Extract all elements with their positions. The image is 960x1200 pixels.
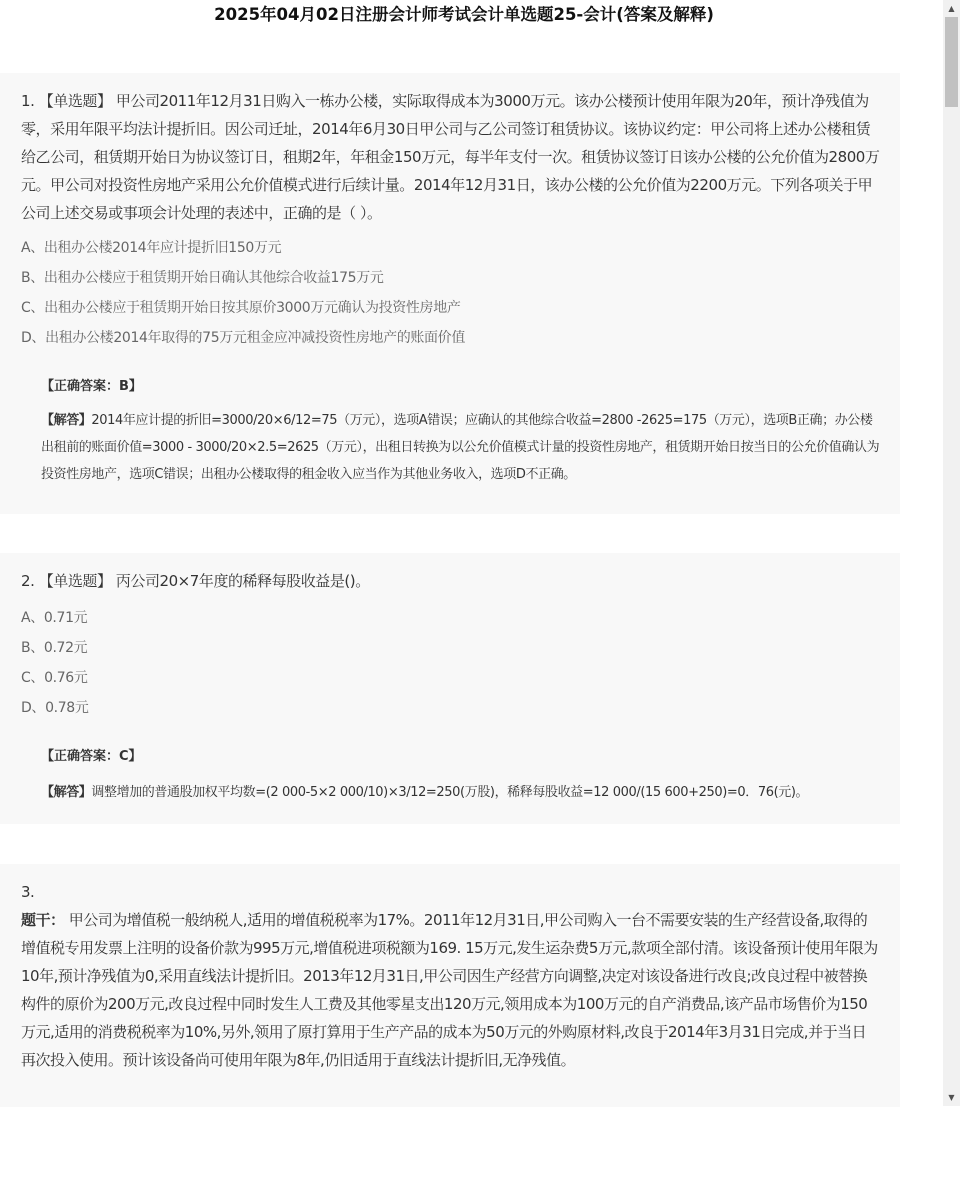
question-number: 1. (21, 92, 35, 110)
question-card-2 (0, 553, 900, 824)
option-d[interactable]: D、出租办公楼2014年取得的75万元租金应冲减投资性房地产的账面价值 (21, 330, 465, 346)
page-title: 2025年04月02日注册会计师考试会计单选题25-会计(答案及解释) (214, 5, 714, 24)
question-text: 甲公司2011年12月31日购入一栋办公楼，实际取得成本为3000万元。该办公楼预计使用年限为20年，预计净残值为零，采用年限平均法计提折旧。因公司迁址，2014年6月30日甲公司与乙公司签订租赁协议。该协议约定：甲公司将上述办公楼租赁给乙公司，租赁期开始日为协议签订日，租期2年，年租金150万元，每半年支付一次。租赁协议签订日该办公楼的公允价值为2800万元。甲公司对投资性房地产采用公允价值模式进行后续计量。2014年12月31日，该办公楼的公允价值为2200万元。下列各项关于甲公司上述交易或事项会计处理的表述中，正确的是（ ）。 (21, 92, 880, 222)
question-stem (21, 906, 880, 1074)
option-b[interactable]: B、出租办公楼应于租赁期开始日确认其他综合收益175万元 (21, 270, 384, 286)
option-c[interactable]: C、0.76元 (21, 670, 88, 686)
question-number: 3. (21, 883, 35, 901)
scroll-up-icon[interactable]: ▲ (948, 4, 955, 13)
correct-answer: 【正确答案：B】 (41, 379, 142, 394)
option-a[interactable]: A、0.71元 (21, 610, 88, 626)
question-card-1 (0, 73, 900, 514)
option-d[interactable]: D、0.78元 (21, 700, 89, 716)
question-card-3 (0, 864, 900, 1107)
vertical-scrollbar[interactable] (943, 0, 960, 1106)
question-stem (21, 87, 880, 227)
question-number: 2. (21, 572, 35, 590)
question-type-label: 【单选题】 (38, 572, 112, 590)
explanation-text: 调整增加的普通股加权平均数=(2 000-5×2 000/10)×3/12=250(万股)，稀释每股收益=12 000/(15 600+250)=0．76(元)。 (91, 785, 809, 800)
question-stem (21, 567, 880, 595)
explanation-label: 【解答】 (41, 413, 92, 428)
explanation (41, 407, 880, 488)
option-c[interactable]: C、出租办公楼应于租赁期开始日按其原价3000万元确认为投资性房地产 (21, 300, 461, 316)
stem-label: 题干： (21, 911, 65, 929)
scrollbar-thumb[interactable] (945, 17, 958, 107)
question-text: 甲公司为增值税一般纳税人,适用的增值税税率为17%。2011年12月31日,甲公司购入一台不需要安装的生产经营设备,取得的增值税专用发票上注明的设备价款为995万元,增值税进项税额为169. 15万元,发生运杂费5万元,款项全部付清。该设备预计使用年限为10年,预计净残值为0,采用直线法计提折旧。2013年12月31日,甲公司因生产经营方向调整,决定对该设备进行改良;改良过程中被替换构件的原价为200万元,改良过程中同时发生人工费及其他零星支出120万元,领用成本为100万元的自产消费品,该产品市场售价为150万元,适用的消费税税率为10%,另外,领用了原打算用于生产产品的成本为50万元的外购原材料,改良于2014年3月31日完成,并于当日再次投入使用。预计该设备尚可使用年限为8年,仍旧适用于直线法计提折旧,无净残值。 (21, 911, 878, 1069)
option-a[interactable]: A、出租办公楼2014年应计提折旧150万元 (21, 240, 282, 256)
question-type-label: 【单选题】 (38, 92, 112, 110)
explanation-text: 2014年应计提的折旧=3000/20×6/12=75（万元），选项A错误；应确认的其他综合收益=2800 -2625=175（万元），选项B正确；办公楼出租前的账面价值=3000 - 3000/20×2.5=2625（万元），出租日转换为以公允价值模式计量的投资性房地产，租赁期开始日按当日的公允价值确认为投资性房地产，选项C错误；出租办公楼取得的租金收入应当作为其他业务收入，选项D不正确。 (41, 413, 880, 482)
correct-answer: 【正确答案：C】 (41, 749, 142, 764)
option-b[interactable]: B、0.72元 (21, 640, 88, 656)
explanation-label: 【解答】 (41, 785, 92, 800)
question-text: 丙公司20×7年度的稀释每股收益是()。 (115, 572, 370, 590)
scroll-down-icon[interactable]: ▼ (948, 1093, 955, 1102)
explanation (41, 779, 880, 806)
